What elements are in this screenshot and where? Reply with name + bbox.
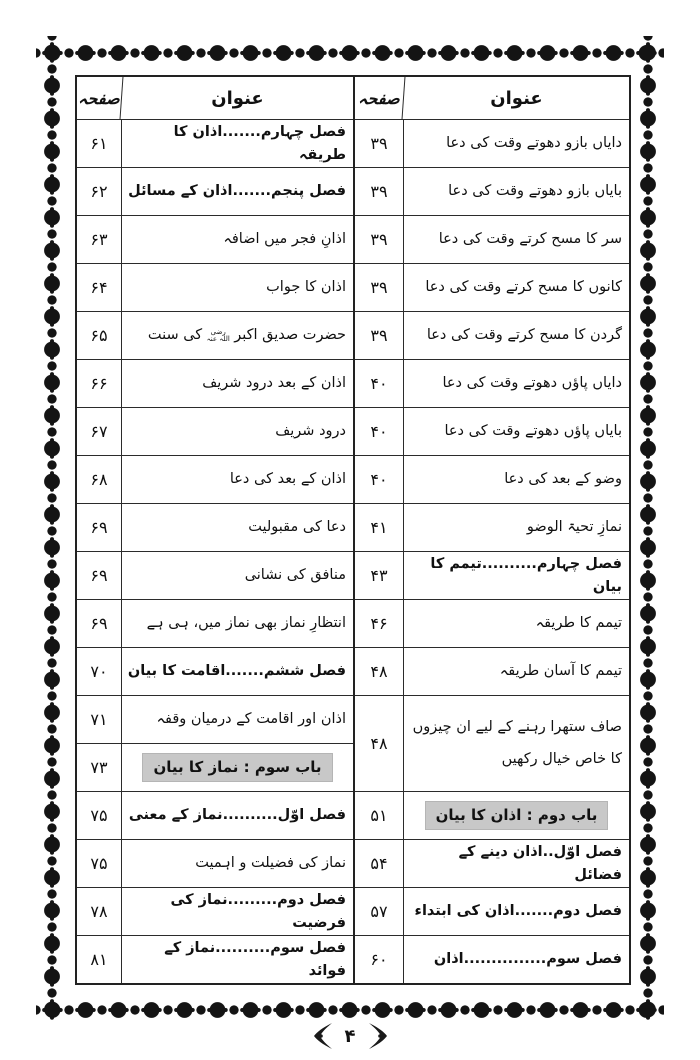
column-header-title: عنوان <box>490 87 543 109</box>
toc-entry-page-number: ۵۴ <box>355 839 404 887</box>
toc-entry-page-number: ۷۵ <box>77 839 122 887</box>
toc-entry-page-number: ۴۸ <box>355 647 404 695</box>
toc-entry-title: اذان کے بعد کی دعا <box>122 455 353 503</box>
page-number: ۴ <box>344 1025 356 1047</box>
bead-border-right <box>638 36 658 1020</box>
toc-entry-page-number: ۳۹ <box>355 167 404 215</box>
toc-entry-title: فصل سوم...............اذان <box>404 935 629 983</box>
toc-entry-page-number: ۴۶ <box>355 599 404 647</box>
chapter-heading-highlight: باب دوم : اذان کا بیان <box>425 801 609 830</box>
toc-entry-page-number: ۷۱ <box>77 695 122 743</box>
toc-entry-title: دایاں بازو دھوتے وقت کی دعا <box>404 119 629 167</box>
toc-entry-title: تیمم کا آسان طریقہ <box>404 647 629 695</box>
toc-entry-title: نمازِ تحیۃ الوضو <box>404 503 629 551</box>
toc-entry-page-number: ۳۹ <box>355 119 404 167</box>
toc-entry-page-number: ۶۸ <box>77 455 122 503</box>
toc-entry-page-number: ۶۲ <box>77 167 122 215</box>
toc-entry-page-number: ۵۱ <box>355 791 404 839</box>
toc-entry-page-number: ۴۱ <box>355 503 404 551</box>
toc-entry-page-number: ۷۰ <box>77 647 122 695</box>
toc-entry-page-number: ۶۰ <box>355 935 404 983</box>
toc-entry-page-number: ۶۹ <box>77 551 122 599</box>
toc-entry-title: فصل سوم..........نماز کے فوائد <box>122 935 353 983</box>
toc-entry-title: فصل ششم.......اقامت کا بیان <box>122 647 353 695</box>
toc-entry-page-number: ۴۰ <box>355 455 404 503</box>
toc-entry-title: فصل اوّل..اذان دینے کے فضائل <box>404 839 629 887</box>
toc-entry-title: دایاں پاؤں دھوتے وقت کی دعا <box>404 359 629 407</box>
column-header-page: صفحہ <box>76 77 124 119</box>
toc-entry-title: سر کا مسح کرتے وقت کی دعا <box>404 215 629 263</box>
toc-entry-title: گردن کا مسح کرتے وقت کی دعا <box>404 311 629 359</box>
toc-entry-title: دعا کی مقبولیت <box>122 503 353 551</box>
bead-border-bottom <box>36 1000 664 1020</box>
toc-entry-page-number: ۸۱ <box>77 935 122 983</box>
toc-entry-page-number: ۶۱ <box>77 119 122 167</box>
column-header-page: صفحہ <box>354 77 406 119</box>
toc-entry-page-number: ۶۹ <box>77 503 122 551</box>
toc-entry-title: فصل دوم.........نماز کی فرضیت <box>122 887 353 935</box>
toc-entry-page-number: ۶۵ <box>77 311 122 359</box>
title-text: کی سنت <box>147 327 203 344</box>
toc-entry-title: اذان کا جواب <box>122 263 353 311</box>
toc-group-right <box>353 77 629 983</box>
chapter-heading-highlight: باب سوم : نماز کا بیان <box>142 753 332 782</box>
column-header-title: عنوان <box>211 87 264 109</box>
toc-entry-page-number: ۴۰ <box>355 359 404 407</box>
toc-entry-page-number: ۳۹ <box>355 263 404 311</box>
title-text: حضرت صدیق اکبر <box>234 327 346 344</box>
toc-entry-title: فصل اوّل..........نماز کے معنی <box>122 791 353 839</box>
ornament-wing-left-icon <box>312 1022 334 1050</box>
toc-entry-title: اذان کے بعد درود شریف <box>122 359 353 407</box>
toc-entry-page-number: ۶۷ <box>77 407 122 455</box>
toc-entry-title: اذان اور اقامت کے درمیان وقفہ <box>122 695 353 743</box>
toc-entry-page-number: ۵۷ <box>355 887 404 935</box>
toc-entry-title: وضو کے بعد کی دعا <box>404 455 629 503</box>
toc-entry-page-number: ۴۸ <box>355 695 404 791</box>
toc-entry-title: فصل دوم.......اذان کی ابتداء <box>404 887 629 935</box>
honorific-medallion: رضی اللہ عنہ <box>206 327 230 343</box>
toc-entry-page-number: ۶۶ <box>77 359 122 407</box>
toc-entry-title: فصل پنجم.......اذان کے مسائل <box>122 167 353 215</box>
toc-entry-title <box>404 791 629 839</box>
toc-entry-title: درود شریف <box>122 407 353 455</box>
toc-entry-page-number: ۷۳ <box>77 743 122 791</box>
toc-entry-title: تیمم کا طریقہ <box>404 599 629 647</box>
toc-entry-page-number: ۶۴ <box>77 263 122 311</box>
toc-entry-title: بایاں پاؤں دھوتے وقت کی دعا <box>404 407 629 455</box>
toc-entry-page-number: ۳۹ <box>355 311 404 359</box>
toc-entry-title: انتظارِ نماز بھی نماز میں، ہی ہے <box>122 599 353 647</box>
toc-entry-title <box>122 743 353 791</box>
toc-entry-page-number: ۶۹ <box>77 599 122 647</box>
page-footer <box>0 1022 700 1050</box>
toc-entry-page-number: ۷۸ <box>77 887 122 935</box>
toc-entry-page-number: ۴۳ <box>355 551 404 599</box>
toc-entry-title: منافق کی نشانی <box>122 551 353 599</box>
toc-table <box>75 75 631 985</box>
toc-entry-title: اذانِ فجر میں اضافہ <box>122 215 353 263</box>
toc-entry-page-number: ۴۰ <box>355 407 404 455</box>
toc-entry-title: صاف ستھرا رہنے کے لیے ان چیزوں کا خاص خیال رکھیں <box>404 695 629 791</box>
bead-border-top <box>36 43 664 63</box>
toc-entry-title <box>122 311 353 359</box>
toc-entry-title: نماز کی فضیلت و اہمیت <box>122 839 353 887</box>
toc-entry-title: فصل چہارم.......اذان کا طریقہ <box>122 119 353 167</box>
bead-border-left <box>42 36 62 1020</box>
toc-entry-page-number: ۳۹ <box>355 215 404 263</box>
toc-entry-page-number: ۷۵ <box>77 791 122 839</box>
toc-entry-page-number: ۶۳ <box>77 215 122 263</box>
toc-entry-title: بایاں بازو دھوتے وقت کی دعا <box>404 167 629 215</box>
toc-entry-title: کانوں کا مسح کرتے وقت کی دعا <box>404 263 629 311</box>
ornament-wing-right-icon <box>367 1022 389 1050</box>
toc-entry-title: فصل چہارم..........تیمم کا بیان <box>404 551 629 599</box>
toc-group-left <box>77 77 353 983</box>
